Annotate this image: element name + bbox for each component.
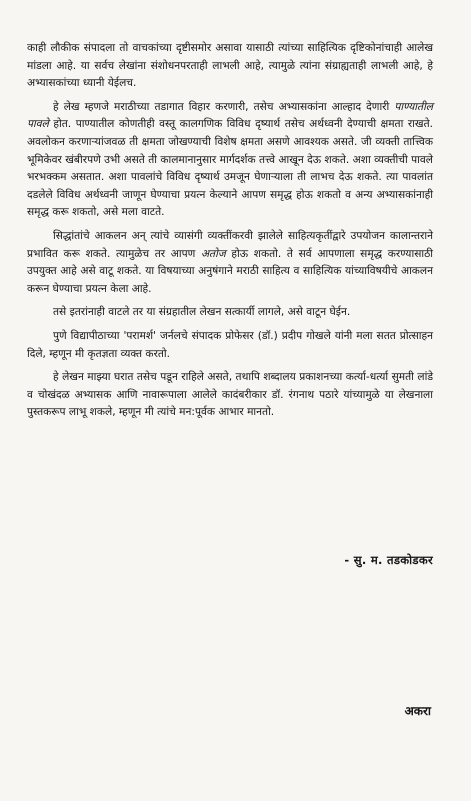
paragraph-2 [27,99,433,222]
paragraph-5-text: पुणे विद्यापीठाच्या 'परामर्श' जर्नलचे संपादक प्रोफेसर (डॉ.) प्रदीप गोखले यांनी मला सतत प्रोत्साहन दिले, म्हणून मी कृतज्ञता व्यक्त करतो. [27,329,433,360]
paragraph-2-text-start: हे लेख म्हणजे मराठीच्या तडागात विहार करणारी, तसेच अभ्यासकांना आल्हाद देणारी [53,100,395,113]
page-number: अकरा [404,704,431,718]
paragraph-5 [27,328,433,363]
paragraph-3-text-end: होऊ शकतो. ते सर्व आपणाला समृद्ध करण्यासाठी उपयुक्त आहे असे वाटू शकते. या विषयाच्या अनुषंगाने मराठी साहित्य व साहित्यिक यांच्याविषयीचे आकलन करून घेण्याचा प्रयत्न केला आहे. [27,247,433,295]
paragraph-4-text: तसे इतरांनाही वाटले तर या संग्रहातील लेखन सत्कार्यी लागले, असे वाटून घेईन. [53,306,351,319]
author-signature: - सु. म. तडकोडकर [344,553,433,567]
paragraph-3 [27,228,433,298]
paragraph-2-italic-phrase: पाण्यातील पावले [27,100,433,131]
paragraph-6-text: हे लेखन माझ्या घरात तसेच पडून राहिले असते, तथापि शब्दालय प्रकाशनच्या कर्त्या-धर्त्या सुमती लांडे व चोखंदळ अभ्यासक आणि नावारूपाला आलेले कादंबरीकार डॉ. रंगनाथ पठारे यांच्यामुळे या लेखनाला पुस्तकरूप लाभू शकले, म्हणून मी त्यांचे मन:पूर्वक आभार मानतो. [27,371,433,419]
paragraph-4 [27,304,433,322]
paragraph-3-italic-word: अतोज [200,247,226,260]
paragraph-2-text-end: होत. पाण्यातील कोणतीही वस्तू कालगणिक विविध दृष्यार्थ तसेच अर्थध्वनी देण्याची क्षमता राखते. अवलोकन करणाऱ्यांजवळ ती क्षमता जोखण्याची विशेष क्षमता असणे आवश्यक असते. जी व्यक्ती तात्त्विक भूमिकेवर खंबीरपणे उभी असते ती कालमानानुसार मार्गदर्शक तत्त्वे आखून देऊ शकते. अशा व्यक्तीची पावले भरभक्कम असतात. अशा पावलांचे विविध दृष्यार्थ उमजून घेणाऱ्याला ती लाभच देऊ शकते. त्या पावलांत दडलेले विविध अर्थध्वनी जाणून घेण्याचा प्रयत्न केल्याने आपण समृद्ध होऊ शकतो व अन्य अभ्यासकांनाही समृद्ध करू शकतो, असे मला वाटते. [27,118,433,219]
paragraph-3-text-start: सिद्धांतांचे आकलन अन् त्यांचे व्यासंगी व्यक्तींकरवी झालेले साहित्यकृतींद्वारे उपयोजन कालान्तराने प्रभावित करू शकते. त्यामुळेच तर आपण [27,229,433,260]
paragraph-6 [27,369,433,422]
paragraph-1 [27,40,433,93]
paragraph-1-text: काही लौकीक संपादला तो वाचकांच्या दृष्टीसमोर असावा यासाठी त्यांच्या साहित्यिक दृष्टिकोनांचाही आलेख मांडला आहे. या सर्वच लेखांना संशोधनपरताही लाभली आहे, त्यामुळे त्यांना संग्राह्यताही लाभली आहे, हे अभ्यासकांच्या ध्यानी येईलच. [27,42,433,90]
